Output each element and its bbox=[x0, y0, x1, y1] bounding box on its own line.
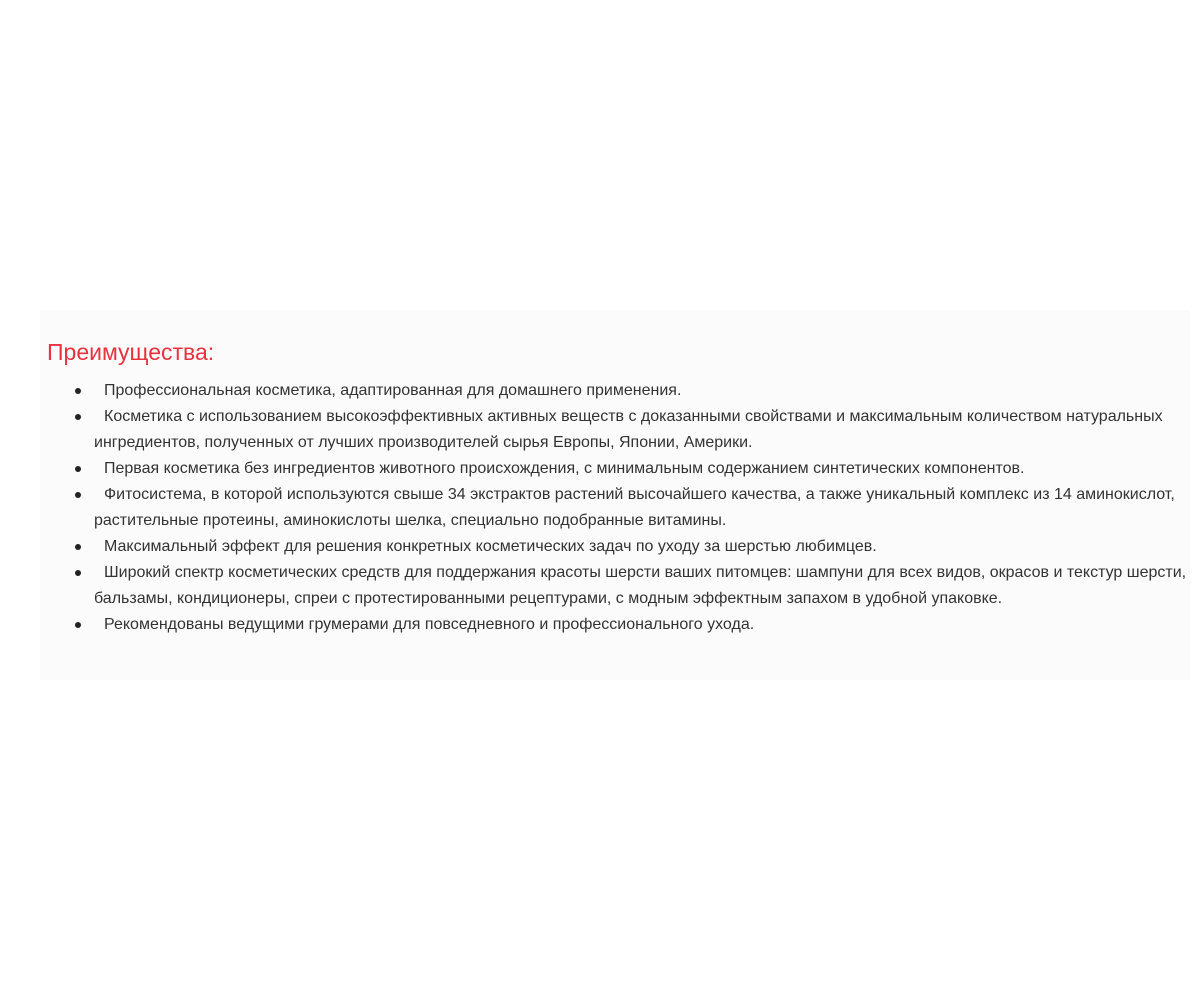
section-title: Преимущества: bbox=[47, 339, 215, 365]
list-item bbox=[94, 534, 1189, 560]
list-item bbox=[94, 612, 1189, 638]
list-item bbox=[94, 404, 1189, 456]
bullet-icon bbox=[75, 492, 81, 498]
list-item bbox=[94, 378, 1189, 404]
list-item bbox=[94, 456, 1189, 482]
benefits-list bbox=[94, 378, 1189, 638]
list-item-text: Рекомендованы ведущими грумерами для повседневного и профессионального ухода. bbox=[104, 616, 755, 633]
bullet-icon bbox=[75, 570, 81, 576]
list-item-text: Профессиональная косметика, адаптированная для домашнего применения. bbox=[104, 382, 682, 399]
list-item-text: Максимальный эффект для решения конкретных косметических задач по уходу за шерстью любимцев. bbox=[104, 538, 877, 555]
list-item-text: Косметика с использованием высокоэффективных активных веществ с доказанными свойствами и максимальным количеством натуральных ингредиентов, полученных от лучших производителей сырья Европы, Японии, Америки. bbox=[94, 408, 1163, 451]
list-item bbox=[94, 482, 1189, 534]
bullet-icon bbox=[75, 388, 81, 394]
list-item-text: Фитосистема, в которой используются свыше 34 экстрактов растений высочайшего качества, а также уникальный комплекс из 14 аминокислот, растительные протеины, аминокислоты шелка, специально подобранные витамины. bbox=[94, 486, 1175, 529]
bullet-icon bbox=[75, 544, 81, 550]
list-item bbox=[94, 560, 1189, 612]
bullet-icon bbox=[75, 466, 81, 472]
list-item-text: Широкий спектр косметических средств для поддержания красоты шерсти ваших питомцев: шампуни для всех видов, окрасов и текстур шерсти, бальзамы, кондиционеры, спреи с протестированными рецептурами, с модным эффектным запахом в удобной упаковке. bbox=[94, 564, 1187, 607]
list-item-text: Первая косметика без ингредиентов животного происхождения, с минимальным содержанием синтетических компонентов. bbox=[104, 460, 1025, 477]
bullet-icon bbox=[75, 414, 81, 420]
bullet-icon bbox=[75, 622, 81, 628]
